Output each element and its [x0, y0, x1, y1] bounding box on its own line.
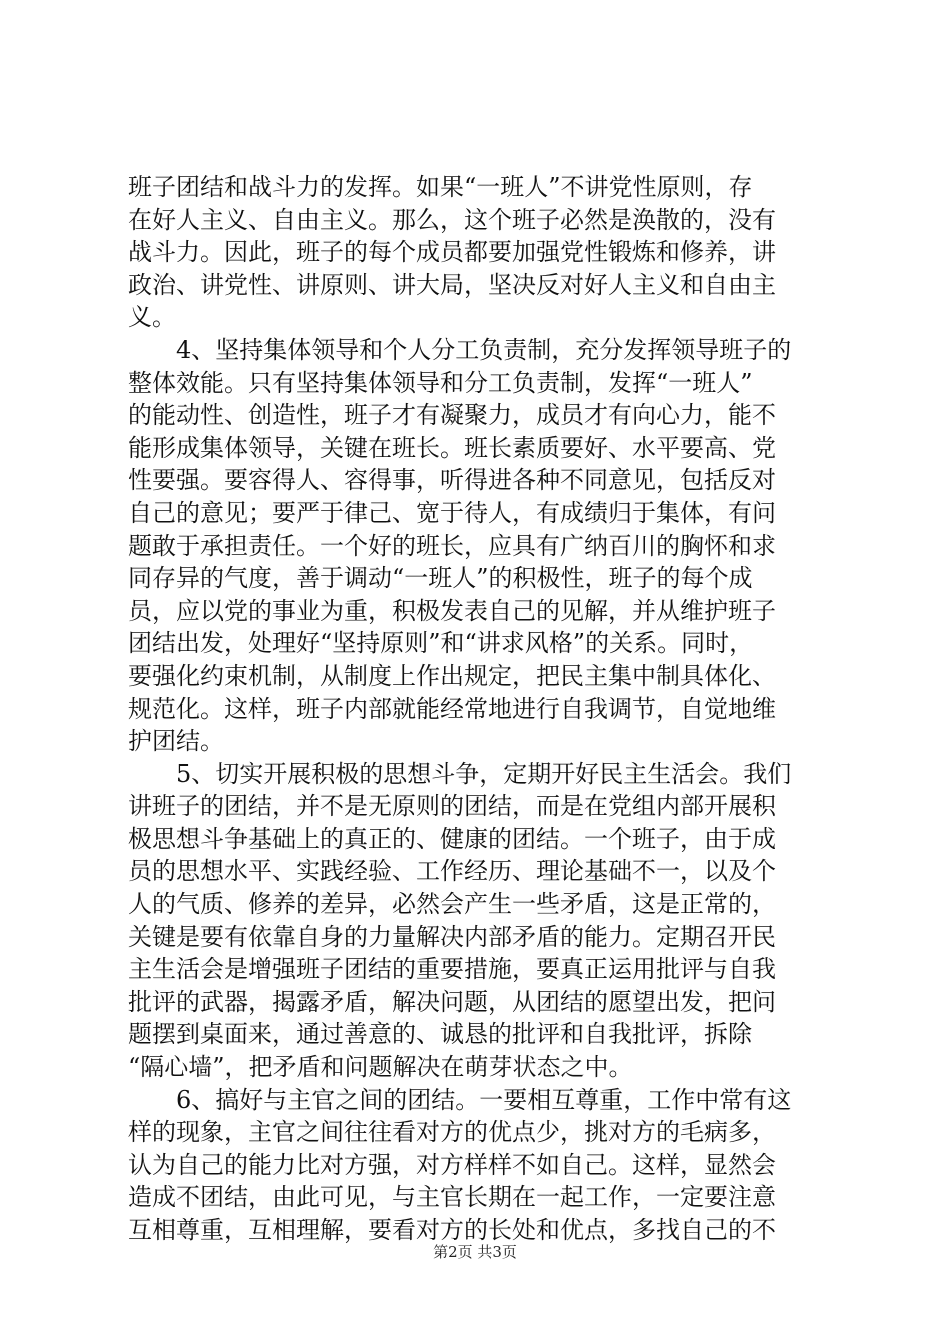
text-line: 要强化约束机制，从制度上作出规定，把民主集中制具体化、 — [128, 661, 776, 690]
text-line: 团结出发，处理好“坚持原则”和“讲求风格”的关系。同时， — [128, 629, 754, 658]
page-footer: 第2页 共3页 — [433, 1243, 517, 1261]
text-line: “隔心墙”，把矛盾和问题解决在萌芽状态之中。 — [128, 1053, 633, 1082]
text-line: 性要强。要容得人、容得事，听得进各种不同意见，包括反对 — [128, 466, 776, 495]
text-line: 极思想斗争基础上的真正的、健康的团结。一个班子，由于成 — [128, 824, 776, 853]
text-line: 义。 — [128, 303, 176, 332]
text-line: 员，应以党的事业为重，积极发表自己的见解，并从维护班子 — [128, 596, 776, 625]
text-line: 关键是要有依靠自身的力量解决内部矛盾的能力。定期召开民 — [128, 922, 776, 951]
text-line: 员的思想水平、实践经验、工作经历、理论基础不一，以及个 — [128, 857, 776, 886]
text-line: 的能动性、创造性，班子才有凝聚力，成员才有向心力，能不 — [128, 401, 776, 430]
text-line: 题敢于承担责任。一个好的班长，应具有广纳百川的胸怀和求 — [128, 531, 776, 560]
text-line: 主生活会是增强班子团结的重要措施，要真正运用批评与自我 — [128, 955, 776, 984]
text-line: 人的气质、修养的差异，必然会产生一些矛盾，这是正常的， — [128, 890, 776, 919]
text-line: 在好人主义、自由主义。那么，这个班子必然是涣散的，没有 — [128, 205, 776, 234]
text-line: 整体效能。只有坚持集体领导和分工负责制，发挥“一班人” — [128, 368, 753, 397]
text-line: 5、切实开展积极的思想斗争，定期开好民主生活会。我们 — [128, 759, 792, 788]
text-line: 战斗力。因此，班子的每个成员都要加强党性锻炼和修养，讲 — [128, 238, 776, 267]
text-line: 讲班子的团结，并不是无原则的团结，而是在党组内部开展积 — [128, 792, 776, 821]
text-line: 规范化。这样，班子内部就能经常地进行自我调节，自觉地维 — [128, 694, 776, 723]
text-line: 题摆到桌面来，通过善意的、诚恳的批评和自我批评，拆除 — [128, 1020, 752, 1049]
text-line: 能形成集体领导，关键在班长。班长素质要好、水平要高、党 — [128, 433, 776, 462]
text-line: 6、搞好与主官之间的团结。一要相互尊重，工作中常有这 — [128, 1085, 792, 1114]
text-line: 认为自己的能力比对方强，对方样样不如自己。这样，显然会 — [128, 1150, 776, 1179]
text-line: 4、坚持集体领导和个人分工负责制，充分发挥领导班子的 — [128, 335, 792, 364]
text-line: 批评的武器，揭露矛盾，解决问题，从团结的愿望出发，把问 — [128, 987, 776, 1016]
text-line: 班子团结和战斗力的发挥。如果“一班人”不讲党性原则，存 — [128, 173, 753, 201]
text-line: 护团结。 — [128, 727, 224, 756]
text-line: 自己的意见；要严于律己、宽于待人，有成绩归于集体，有问 — [128, 498, 776, 527]
text-line: 造成不团结，由此可见，与主官长期在一起工作，一定要注意 — [128, 1183, 776, 1212]
text-line: 互相尊重，互相理解，要看对方的长处和优点，多找自己的不 — [128, 1216, 776, 1244]
body-text — [128, 171, 828, 1247]
text-line: 政治、讲党性、讲原则、讲大局，坚决反对好人主义和自由主 — [128, 270, 776, 299]
text-line: 样的现象，主官之间往往看对方的优点少，挑对方的毛病多， — [128, 1118, 776, 1147]
text-line: 同存异的气度，善于调动“一班人”的积极性，班子的每个成 — [128, 564, 753, 593]
